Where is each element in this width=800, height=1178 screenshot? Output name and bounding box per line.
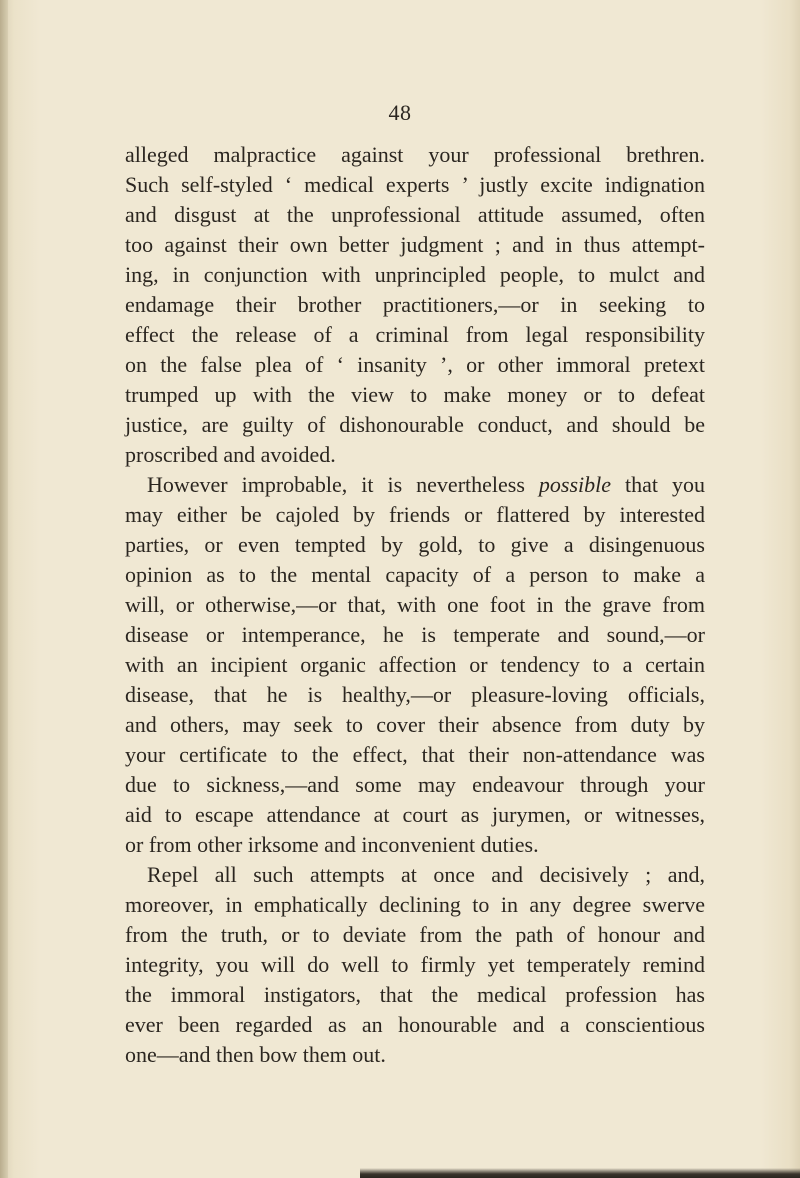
text-line: your certificate to the effect, that their non-attendance was xyxy=(125,742,705,767)
page-number: 48 xyxy=(388,100,412,125)
text-line: will, or otherwise,—or that, with one foot in the grave from xyxy=(125,592,705,617)
text-line: disease or intemperance, he is temperate and sound,—or xyxy=(125,622,705,647)
text-line: or from other irksome and inconvenient duties. xyxy=(125,832,539,857)
text-line: parties, or even tempted by gold, to give a disingenuous xyxy=(125,532,705,557)
text-line: on the false plea of ‘ insanity ’, or other immoral pretext xyxy=(125,352,705,377)
page-bottom-edge xyxy=(360,1168,800,1178)
text-line: ever been regarded as an honourable and a conscientious xyxy=(125,1012,705,1037)
text-line: proscribed and avoided. xyxy=(125,442,336,467)
text-line: disease, that he is healthy,—or pleasure-loving officials, xyxy=(125,682,705,707)
text-line: integrity, you will do well to firmly yet temperately remind xyxy=(125,952,705,977)
text-line: justice, are guilty of dishonourable conduct, and should be xyxy=(125,412,705,437)
text-line: endamage their brother practitioners,—or in seeking to xyxy=(125,292,705,317)
text-line: the immoral instigators, that the medical profession has xyxy=(125,982,705,1007)
text-line: one—and then bow them out. xyxy=(125,1042,386,1067)
text-line: moreover, in emphatically declining to in any degree swerve xyxy=(125,892,705,917)
text-line xyxy=(147,470,705,500)
text-line: with an incipient organic affection or tendency to a certain xyxy=(125,652,705,677)
text-line: Repel all such attempts at once and decisively ; and, xyxy=(147,862,705,887)
text-line: may either be cajoled by friends or flattered by interested xyxy=(125,502,705,527)
text-line: from the truth, or to deviate from the path of honour and xyxy=(125,922,705,947)
text-line: and others, may seek to cover their absence from duty by xyxy=(125,712,705,737)
text-line: aid to escape attendance at court as jurymen, or witnesses, xyxy=(125,802,705,827)
emphasized-word: possible xyxy=(538,472,612,497)
text-run: However improbable, it is nevertheless xyxy=(147,472,539,497)
text-line: due to sickness,—and some may endeavour through your xyxy=(125,772,705,797)
text-line: and disgust at the unprofessional attitude assumed, often xyxy=(125,202,705,227)
text-run: that you xyxy=(611,472,705,497)
text-line: Such self-styled ‘ medical experts ’ justly excite indignation xyxy=(125,172,705,197)
text-line: opinion as to the mental capacity of a person to make a xyxy=(125,562,705,587)
text-line: too against their own better judgment ; and in thus attempt- xyxy=(125,232,705,257)
text-line: trumped up with the view to make money or to defeat xyxy=(125,382,705,407)
text-line: effect the release of a criminal from legal responsibility xyxy=(125,322,705,347)
text-line: alleged malpractice against your professional brethren. xyxy=(125,142,705,167)
text-line: ing, in conjunction with unprincipled people, to mulct and xyxy=(125,262,705,287)
page-spine-edge xyxy=(0,0,8,1178)
